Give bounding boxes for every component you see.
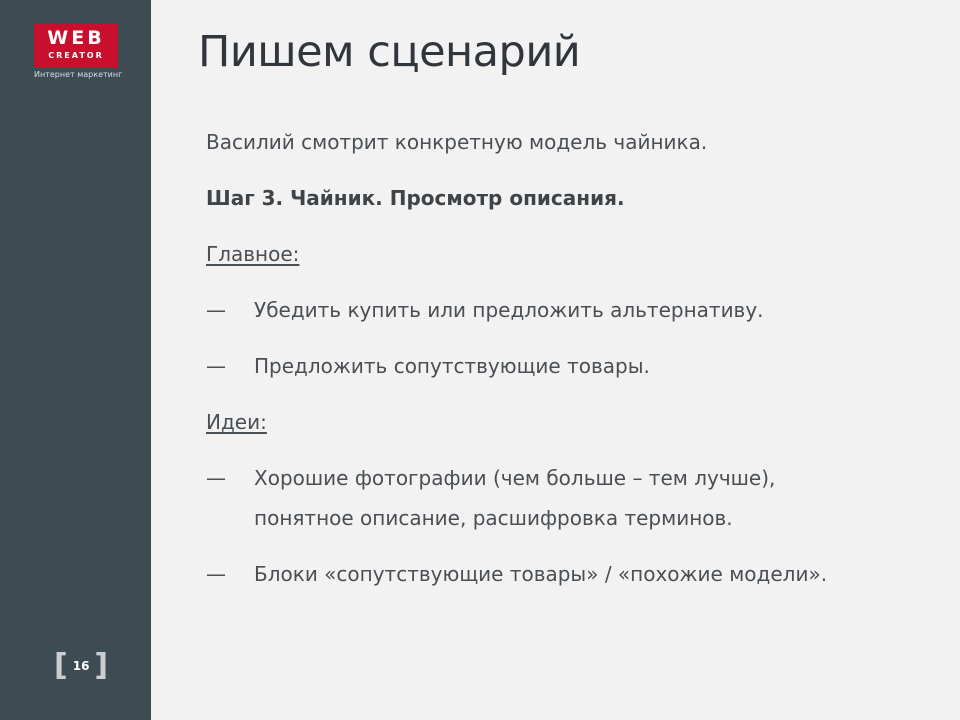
idea-item-text: понятное описание, расшифровка терминов.	[254, 506, 733, 530]
idea-item	[206, 464, 926, 492]
logo-main-text: WEB	[47, 27, 105, 49]
main-item	[206, 352, 926, 380]
page-number	[54, 648, 108, 684]
idea-item-text: Хорошие фотографии (чем больше – тем лучше),	[254, 466, 776, 490]
dash-icon: —	[206, 466, 226, 490]
web-creator-logo	[34, 24, 118, 68]
main-item-text: Убедить купить или предложить альтернативу.	[254, 298, 764, 322]
page-number-text: 16	[72, 659, 90, 673]
slide-title: Пишем сценарий	[198, 27, 581, 77]
left-bracket-icon: [	[54, 648, 68, 683]
intro-text: Василий смотрит конкретную модель чайника.	[206, 130, 708, 154]
sidebar	[0, 0, 151, 720]
main-heading: Главное:	[206, 242, 300, 266]
logo-sub-text: CREATOR	[48, 51, 104, 60]
dash-icon: —	[206, 298, 226, 322]
idea-item-text: Блоки «сопутствующие товары» / «похожие модели».	[254, 562, 828, 586]
idea-item	[206, 560, 926, 588]
dash-icon: —	[206, 562, 226, 586]
main-item	[206, 296, 926, 324]
step-heading: Шаг 3. Чайник. Просмотр описания.	[206, 186, 625, 210]
main-item-text: Предложить сопутствующие товары.	[254, 354, 650, 378]
ideas-heading: Идеи:	[206, 410, 267, 434]
right-bracket-icon: ]	[94, 648, 109, 683]
idea-item-continuation	[206, 504, 926, 532]
dash-icon: —	[206, 354, 226, 378]
logo-tagline: Интернет маркетинг	[34, 70, 123, 79]
